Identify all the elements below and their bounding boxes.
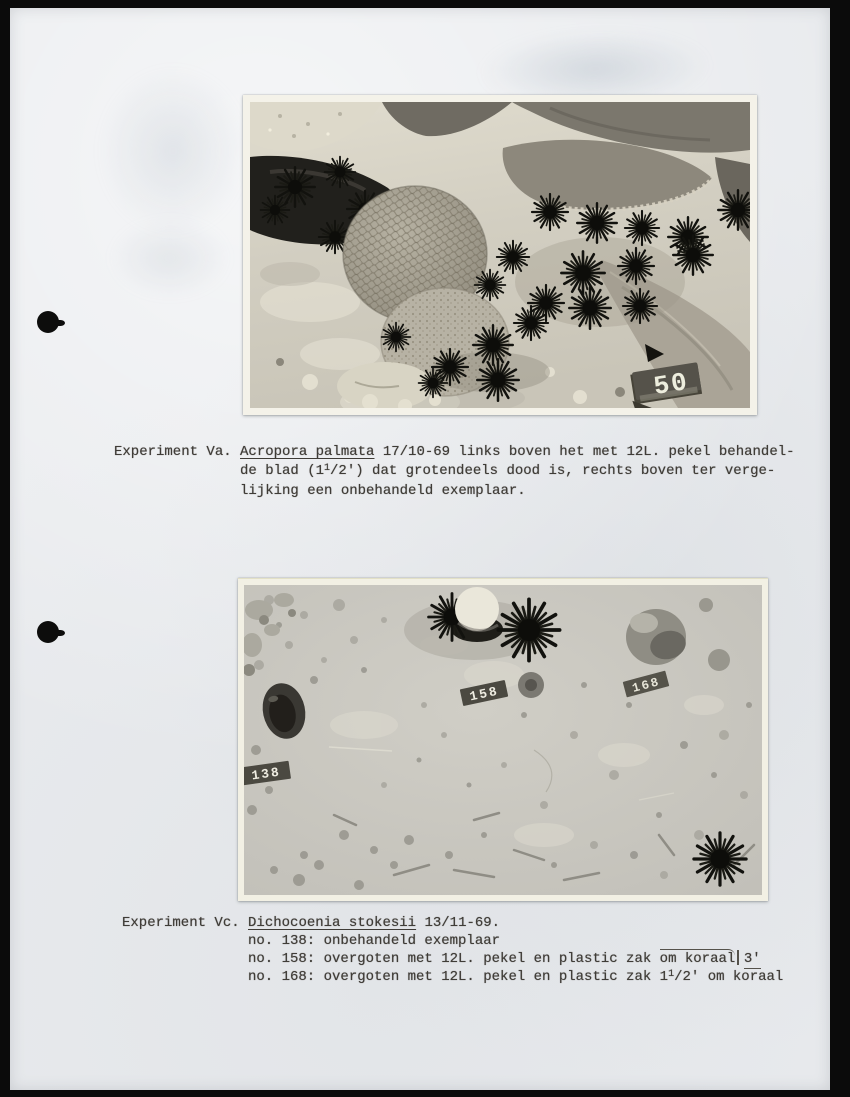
experiment-label: Experiment Vc.: [122, 915, 249, 931]
punch-hole-top: [37, 311, 59, 333]
marker-158-label: 158: [468, 683, 501, 705]
caption-text: de blad (1: [240, 463, 325, 479]
photo-bottom-print: [238, 578, 768, 901]
photo-top-print: [243, 95, 757, 415]
caption-line: [240, 482, 795, 501]
caption-line: [248, 969, 783, 988]
caption-experiment-vc: [122, 915, 783, 987]
bottom-photo-image: [244, 585, 762, 895]
caption-line: [240, 462, 795, 482]
caption-line: [114, 443, 795, 462]
caption-text: /2') dat grotendeels dood is, rechts boven ter verge-: [330, 463, 776, 479]
show-through-ghost: [98, 66, 248, 236]
caption-experiment-va: [114, 443, 795, 501]
caption-text: /2' om koraal: [674, 968, 784, 985]
handwritten-mark: [737, 950, 739, 965]
marker-168-label: 168: [630, 674, 662, 696]
fraction-superscript: 1: [324, 463, 331, 474]
depth-marker-50-label: 50: [651, 366, 692, 403]
fraction-superscript: 1: [668, 968, 675, 980]
species-name: Acropora palmata: [240, 444, 375, 460]
caption-text: no. 158: overgoten met 12L. pekel en plastic zak: [248, 951, 660, 967]
caption-text: 17/10-69 links boven het met 12L. pekel behandel-: [374, 444, 795, 460]
experiment-label: Experiment Va.: [114, 444, 241, 460]
marker-138-label: 138: [250, 764, 282, 784]
species-name: Dichocoenia stokesii: [248, 915, 417, 931]
show-through-ghost: [110, 218, 230, 298]
dark-pebble: [518, 672, 544, 698]
handwritten-overline-text: om koraal: [659, 951, 736, 967]
caption-text: no. 168: overgoten met 12L. pekel en plastic zak 1: [248, 968, 669, 985]
caption-line: [248, 950, 783, 969]
handwritten-underline-text: 3': [743, 951, 761, 967]
caption-line: [248, 933, 783, 951]
caption-text: no. 138: onbehandeld exemplaar: [248, 932, 501, 949]
caption-line: [122, 915, 783, 933]
caption-text: lijking een onbehandeld exemplaar.: [240, 483, 526, 499]
caption-text: 13/11-69.: [416, 915, 501, 931]
punch-hole-bottom: [37, 621, 59, 643]
top-photo-image: [250, 102, 750, 408]
